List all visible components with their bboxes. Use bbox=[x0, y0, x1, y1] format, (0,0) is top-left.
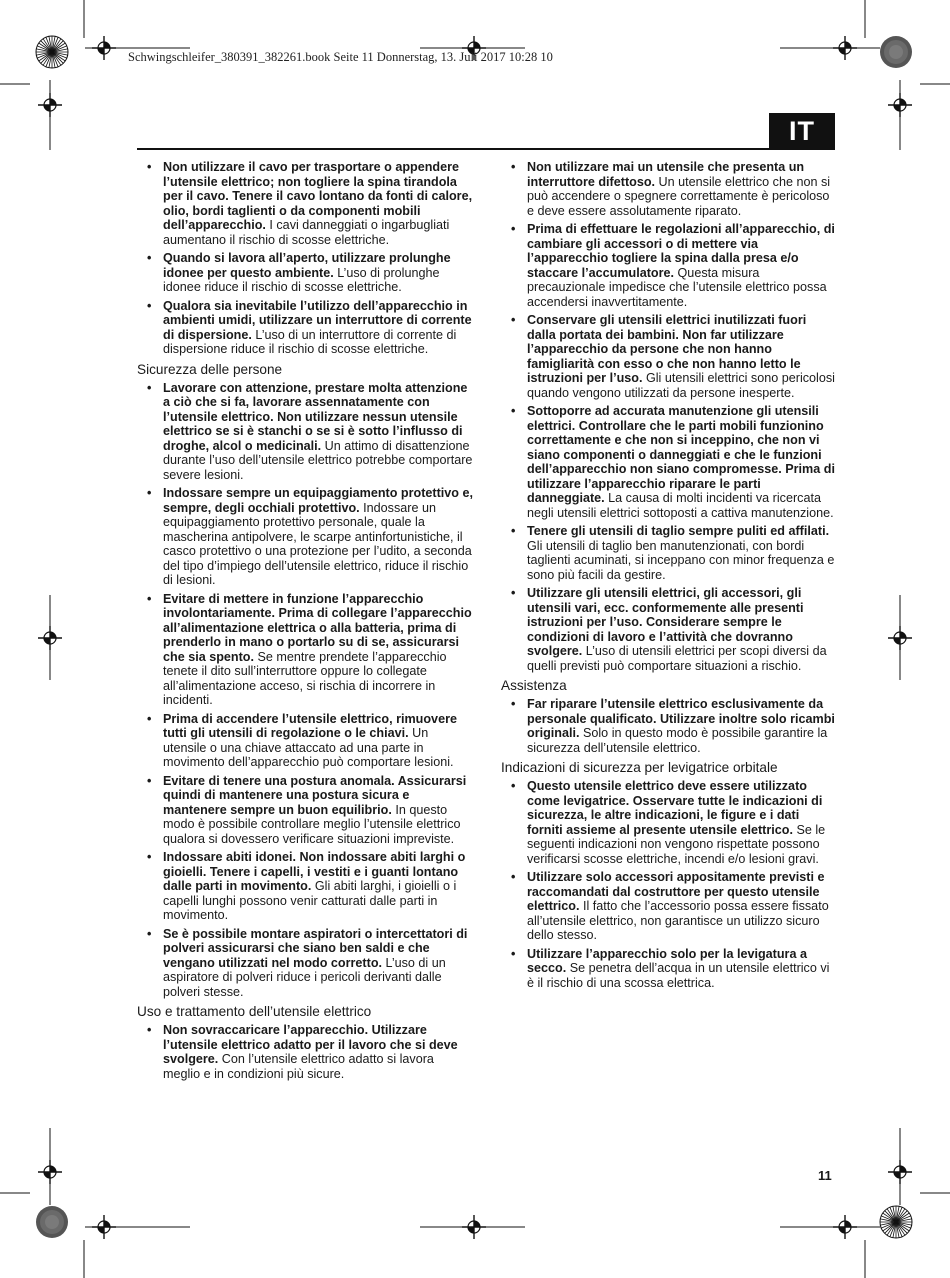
bullet-list bbox=[137, 1023, 473, 1081]
list-item-text: Il fatto che l’accessorio possa essere fissato all’utensile elettrico, non garantisce un utilizzo sicuro dello stesso. bbox=[527, 899, 829, 942]
list-item-text: Solo in questo modo è possibile garantire la sicurezza dell’utensile elettrico. bbox=[527, 726, 828, 755]
list-item bbox=[501, 779, 837, 866]
left-column bbox=[137, 160, 473, 1085]
list-item bbox=[137, 592, 473, 708]
list-item-text: Un attimo di disattenzione durante l’uso dell’utensile elettrico potrebbe comportare severe lesioni. bbox=[163, 438, 473, 482]
list-item-text: L’uso di un interruttore di corrente di dispersione riduce il rischio di scosse elettriche. bbox=[163, 327, 457, 356]
list-item-text: L’uso di un aspiratore di polveri riduce i pericoli derivanti dalle polveri stesse. bbox=[163, 955, 446, 999]
list-item bbox=[501, 222, 837, 309]
list-item bbox=[137, 1023, 473, 1081]
section-heading: Sicurezza delle persone bbox=[137, 361, 283, 377]
list-item-text: L’uso di prolunghe idonee riduce il rischio di scosse elettriche. bbox=[163, 265, 440, 294]
list-item bbox=[501, 313, 837, 400]
list-item-bold: Prima di accendere l’utensile elettrico, rimuovere tutti gli utensili di regolazione o le chiavi. bbox=[163, 711, 457, 740]
list-item-text: Se le seguenti indicazioni non vengono rispettate possono verificarsi scosse elettriche, incendi e/o lesioni gravi. bbox=[527, 822, 826, 866]
list-item-text: I cavi danneggiati o ingarbugliati aumentano il rischio di scosse elettriche. bbox=[163, 218, 450, 247]
list-item bbox=[501, 160, 837, 218]
list-item-bold: Conservare gli utensili elettrici inutilizzati fuori dalla portata dei bambini. Non far utilizzare l’apparecchio da persone che non hanno famigliarità con esso o che non hanno letto le istruzioni per l’uso. bbox=[527, 313, 807, 385]
list-item-bold: Qualora sia inevitabile l’utilizzo dell’apparecchio in ambienti umidi, utilizzare un interruttore di corrente di dispersione. bbox=[163, 298, 472, 342]
section-heading: Uso e trattamento dell’utensile elettrico bbox=[137, 1004, 372, 1019]
list-item bbox=[137, 712, 473, 770]
list-item-bold: Tenere gli utensili di taglio sempre puliti ed affilati. bbox=[527, 524, 830, 538]
list-item bbox=[501, 947, 837, 991]
list-item-bold: Se è possibile montare aspiratori o intercettatori di polveri assicurarsi che siano ben saldi e che vengano utilizzati nel modo corretto. bbox=[163, 926, 468, 970]
list-item-text: Un utensile elettrico che non si può accendere o spegnere correttamente è pericoloso e deve essere assolutamente riparato. bbox=[527, 174, 831, 218]
list-item-bold: Non utilizzare il cavo per trasportare o appendere l’utensile elettrico; non togliere la spina tirandola per il cavo. Tenere il cavo lontano da fonti di calore, olio, bordi taglienti o da componenti mobili dell’apparecchio. bbox=[163, 160, 473, 232]
list-item-bold: Questo utensile elettrico deve essere utilizzato come levigatrice. Osservare tutte le indicazioni di sicurezza, le altre indicazioni, le figure e i dati forniti assieme al presente utensile elettrico. bbox=[527, 779, 823, 837]
list-item bbox=[137, 160, 473, 247]
list-item bbox=[501, 524, 837, 582]
list-item-bold: Indossare abiti idonei. Non indossare abiti larghi o gioielli. Tenere i capelli, i vestiti e i guanti lontano dalle parti in movimento. bbox=[163, 850, 466, 893]
list-item bbox=[501, 404, 837, 520]
list-item-text: L’uso di utensili elettrici per scopi diversi da quelli previsti può comportare situazioni a rischio. bbox=[527, 644, 827, 673]
section-heading: Indicazioni di sicurezza per levigatrice orbitale bbox=[501, 760, 778, 775]
list-item-text: Gli utensili di taglio ben manutenzionati, con bordi taglienti acuminati, si inceppano con minor frequenza e sono più facili da gestire. bbox=[527, 538, 835, 582]
list-item-text: Se mentre prendete l’apparecchio tenete il dito sull’interruttore oppure lo collegate all’alimentazione acceso, si rischia di incorrere in incidenti. bbox=[163, 649, 447, 707]
page-number: 11 bbox=[818, 1168, 832, 1183]
list-item-text: Con l’utensile elettrico adatto si lavora meglio e in condizioni più sicure. bbox=[163, 1052, 434, 1081]
list-item bbox=[501, 870, 837, 943]
list-item-text: Gli utensili elettrici sono pericolosi quando vengono utilizzati da persone inesperte. bbox=[527, 371, 835, 400]
list-item bbox=[137, 850, 473, 923]
bullet-list bbox=[501, 779, 837, 990]
list-item bbox=[137, 381, 473, 483]
list-item-bold: Quando si lavora all’aperto, utilizzare prolunghe idonee per questo ambiente. bbox=[163, 251, 451, 280]
language-tab: IT bbox=[769, 113, 835, 150]
bullet-list bbox=[137, 160, 473, 357]
list-item bbox=[137, 486, 473, 588]
list-item-bold: Prima di effettuare le regolazioni all’apparecchio, di cambiare gli accessori o di mettere via l’apparecchio togliere la spina dalla presa e/o staccare l’accumulatore. bbox=[527, 222, 835, 280]
list-item-bold: Evitare di tenere una postura anomala. Assicurarsi quindi di mantenere una postura sicura e mantenere sempre un buon equilibrio. bbox=[163, 773, 467, 817]
list-item-bold: Sottoporre ad accurata manutenzione gli utensili elettrici. Controllare che le parti mobili funzionino correttamente e che non si inceppino, che non vi siano componenti o danneggiati e che le funzioni dell’apparecchio non siano compromesse. Prima di utilizzare l’apparecchio riparare le parti danneggiate. bbox=[527, 404, 835, 505]
list-item bbox=[137, 927, 473, 1000]
list-item-text: Indossare un equipaggiamento protettivo personale, quale la mascherina antipolvere, le scarpe antinfortunistiche, il casco protettivo o una protezione per l’udito, a seconda del tipo d’impiego dell’utensile elettrico, riduce il rischio di lesioni. bbox=[163, 500, 472, 587]
section-heading: Assistenza bbox=[501, 678, 567, 693]
list-item-text: Un utensile o una chiave attaccato ad una parte in movimento dell’apparecchio può comportare lesioni. bbox=[163, 726, 454, 769]
right-column bbox=[501, 160, 837, 994]
list-item bbox=[137, 299, 473, 357]
bullet-list bbox=[501, 697, 837, 755]
list-item-bold: Evitare di mettere in funzione l’apparecchio involontariamente. Prima di collegare l’apparecchio all’alimentazione elettrica o alla batteria, prima di prenderlo in mano o portarlo su di se, assicurarsi che sia spento. bbox=[163, 591, 472, 664]
list-item-bold: Indossare sempre un equipaggiamento protettivo e, sempre, degli occhiali protettivo. bbox=[163, 486, 474, 515]
list-item-bold: Non sovraccaricare l’apparecchio. Utilizzare l’utensile elettrico adatto per il lavoro che si deve svolgere. bbox=[163, 1023, 458, 1066]
list-item-bold: Utilizzare gli utensili elettrici, gli accessori, gli utensili vari, ecc. conformemente alle presenti istruzioni per l’uso. Considerare sempre le condizioni di lavoro e l’attività che dovranno svolgere. bbox=[527, 586, 804, 658]
list-item-bold: Far riparare l’utensile elettrico esclusivamente da personale qualificato. Utilizzare inoltre solo ricambi originali. bbox=[527, 697, 835, 740]
bullet-list bbox=[137, 381, 473, 1000]
list-item bbox=[501, 697, 837, 755]
list-item bbox=[501, 586, 837, 673]
list-item-text: Se penetra dell’acqua in un utensile elettrico vi è il rischio di una scossa elettrica. bbox=[527, 961, 830, 990]
list-item bbox=[137, 251, 473, 295]
list-item-text: Questa misura precauzionale impedisce che l’utensile elettrico possa accendersi inavvertitamente. bbox=[527, 265, 827, 309]
list-item-bold: Lavorare con attenzione, prestare molta attenzione a ciò che si fa, lavorare assennatamente con l’utensile elettrico. Non utilizzare nessun utensile elettrico se si è stanchi o se si è sotto l’influsso di droghe, alcol o medicinali. bbox=[163, 380, 468, 453]
list-item-text: Gli abiti larghi, i gioielli o i capelli lunghi possono venir catturati dalle parti in movimento. bbox=[163, 879, 457, 922]
list-item-bold: Utilizzare solo accessori appositamente previsti e raccomandati dal costruttore per questo utensile elettrico. bbox=[527, 870, 825, 913]
list-item-bold: Utilizzare l’apparecchio solo per la levigatura a secco. bbox=[527, 946, 807, 975]
list-item-bold: Non utilizzare mai un utensile che presenta un interruttore difettoso. bbox=[527, 160, 805, 189]
bullet-list bbox=[501, 160, 837, 673]
header-rule bbox=[137, 148, 770, 150]
list-item bbox=[137, 774, 473, 847]
list-item-text: In questo modo è possibile controllare meglio l’utensile elettrico qualora si dovessero verificare situazioni impreviste. bbox=[163, 802, 461, 846]
print-header: Schwingschleifer_380391_382261.book Seite 11 Donnerstag, 13. Juli 2017 10:28 10 bbox=[128, 50, 553, 64]
list-item-text: La causa di molti incidenti va ricercata negli utensili elettrici sottoposti a cattiva manutenzione. bbox=[527, 491, 834, 520]
